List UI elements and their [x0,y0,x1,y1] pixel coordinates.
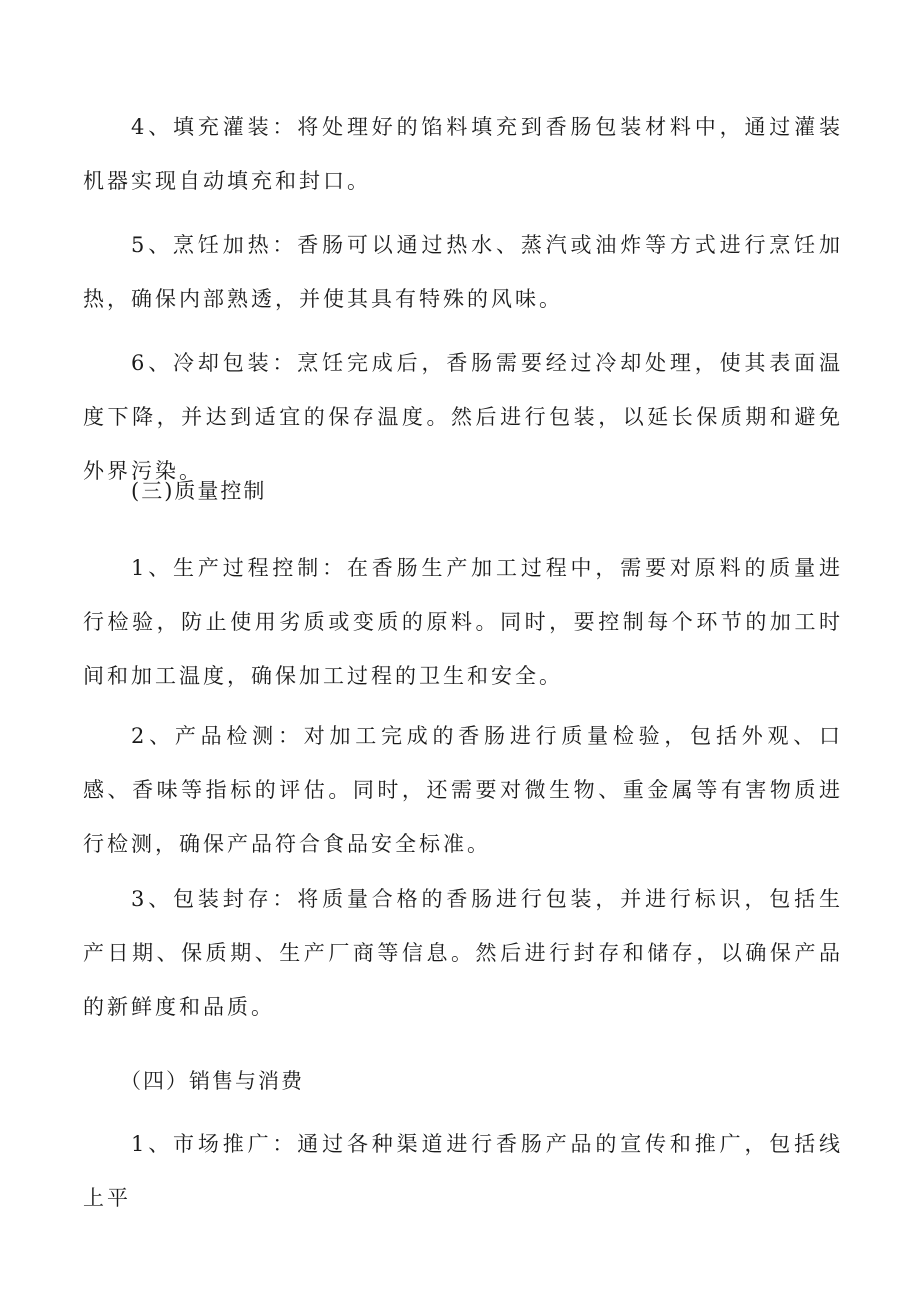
paragraph-marketing: 1、市场推广：通过各种渠道进行香肠产品的宣传和推广，包括线上平 [83,1132,843,1210]
paragraph-filling: 4、填充灌装：将处理好的馅料填充到香肠包装材料中，通过灌装机器实现自动填充和封口。 [83,115,843,193]
paragraph-process-control: 1、生产过程控制：在香肠生产加工过程中，需要对原料的质量进行检验，防止使用劣质或变质的原料。同时，要控制每个环节的加工时间和加工温度，确保加工过程的卫生和安全。 [83,556,843,688]
paragraph-cooling: 6、冷却包装：烹饪完成后，香肠需要经过冷却处理，使其表面温度下降，并达到适宜的保存温度。然后进行包装，以延长保质期和避免外界污染。 [83,351,843,483]
paragraph-cooking: 5、烹饪加热：香肠可以通过热水、蒸汽或油炸等方式进行烹饪加热，确保内部熟透，并使其具有特殊的风味。 [83,233,843,311]
section-heading-sales-consumption: （四）销售与消费 [120,1069,304,1093]
paragraph-product-testing: 2、产品检测：对加工完成的香肠进行质量检验，包括外观、口感、香味等指标的评估。同时，还需要对微生物、重金属等有害物质进行检测，确保产品符合食品安全标准。 [83,724,843,856]
section-heading-quality-control: (三)质量控制 [131,479,267,503]
paragraph-packaging-storage: 3、包装封存：将质量合格的香肠进行包装，并进行标识，包括生产日期、保质期、生产厂商等信息。然后进行封存和储存，以确保产品的新鲜度和品质。 [83,887,843,1019]
